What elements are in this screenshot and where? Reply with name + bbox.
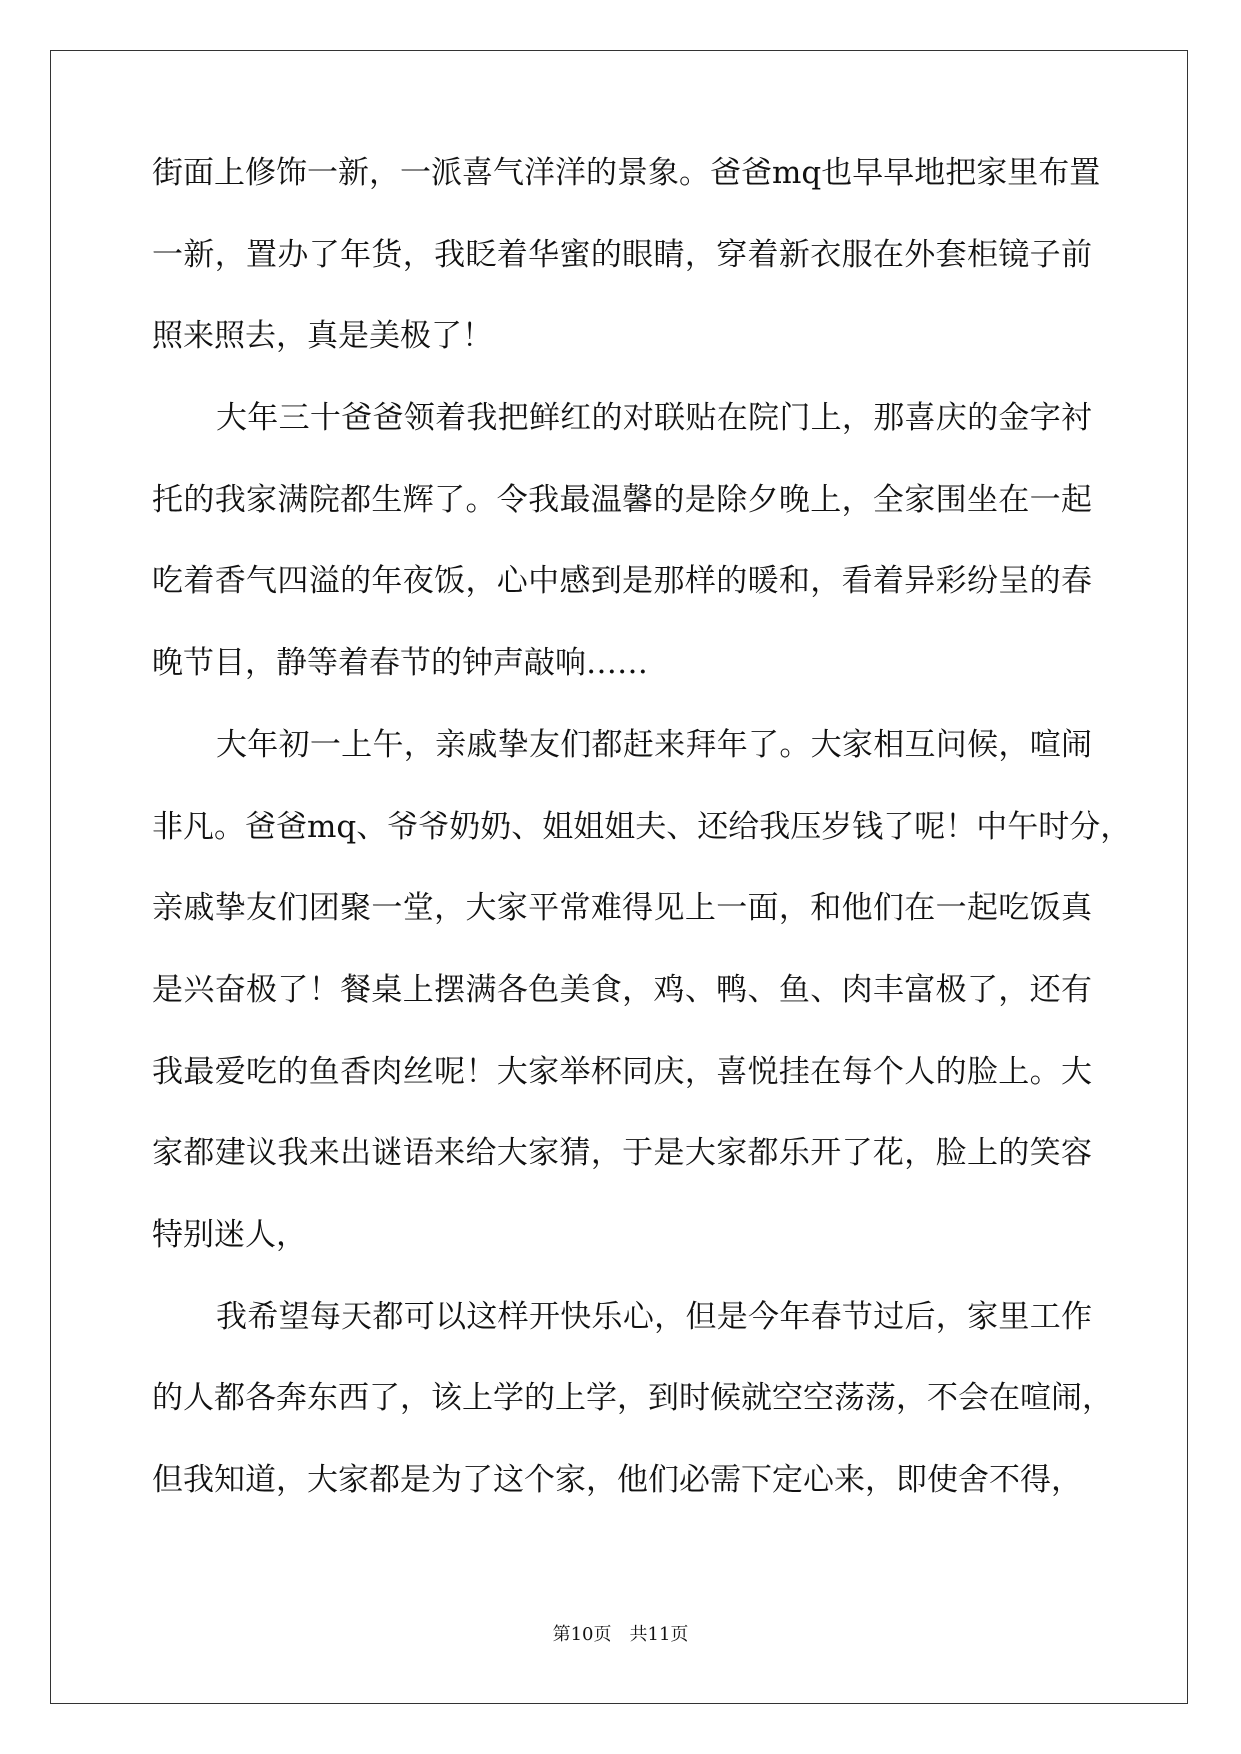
text-line: 街面上修饰一新，一派喜气洋洋的景象。爸爸mq也早早地把家里布置 [152,155,1101,191]
text-line: 我最爱吃的鱼香肉丝呢！大家举杯同庆，喜悦挂在每个人的脸上。大 [152,1053,1092,1090]
text-line: 是兴奋极了！餐桌上摆满各色美食，鸡、鸭、鱼、肉丰富极了，还有 [152,971,1092,1008]
text-line: 家都建议我来出谜语来给大家猜，于是大家都乐开了花，脸上的笑容 [152,1135,1092,1172]
text-line: 晚节目，静等着春节的钟声敲响…… [152,645,648,682]
paragraph-first-line: 我希望每天都可以这样开快乐心，但是今年春节过后，家里工作 [216,1298,1092,1335]
text-line: 一新，置办了年货，我眨着华蜜的眼睛，穿着新衣服在外套柜镜子前 [152,236,1092,273]
text-line: 特别迷人， [152,1216,307,1253]
text-line: 吃着香气四溢的年夜饭，心中感到是那样的暖和，看着异彩纷呈的春 [152,563,1092,600]
text-line: 的人都各奔东西了，该上学的上学，到时候就空空荡荡，不会在喧闹， [152,1380,1113,1417]
text-line: 但我知道，大家都是为了这个家，他们必需下定心来，即使舍不得， [152,1462,1082,1498]
text-line: 照来照去，真是美极了！ [152,318,493,355]
page-number-footer: 第10页 共11页 [552,1624,689,1645]
text-line: 亲戚挚友们团聚一堂，大家平常难得见上一面，和他们在一起吃饭真 [152,890,1092,927]
paragraph-first-line: 大年初一上午，亲戚挚友们都赶来拜年了。大家相互问候，喧闹 [216,726,1092,763]
paragraph-first-line: 大年三十爸爸领着我把鲜红的对联贴在院门上，那喜庆的金字衬 [216,400,1092,437]
text-line: 非凡。爸爸mq、爷爷奶奶、姐姐姐夫、还给我压岁钱了呢！中午时分， [152,808,1132,845]
document-body [152,150,1132,1539]
text-line: 托的我家满院都生辉了。令我最温馨的是除夕晚上，全家围坐在一起 [152,481,1092,518]
